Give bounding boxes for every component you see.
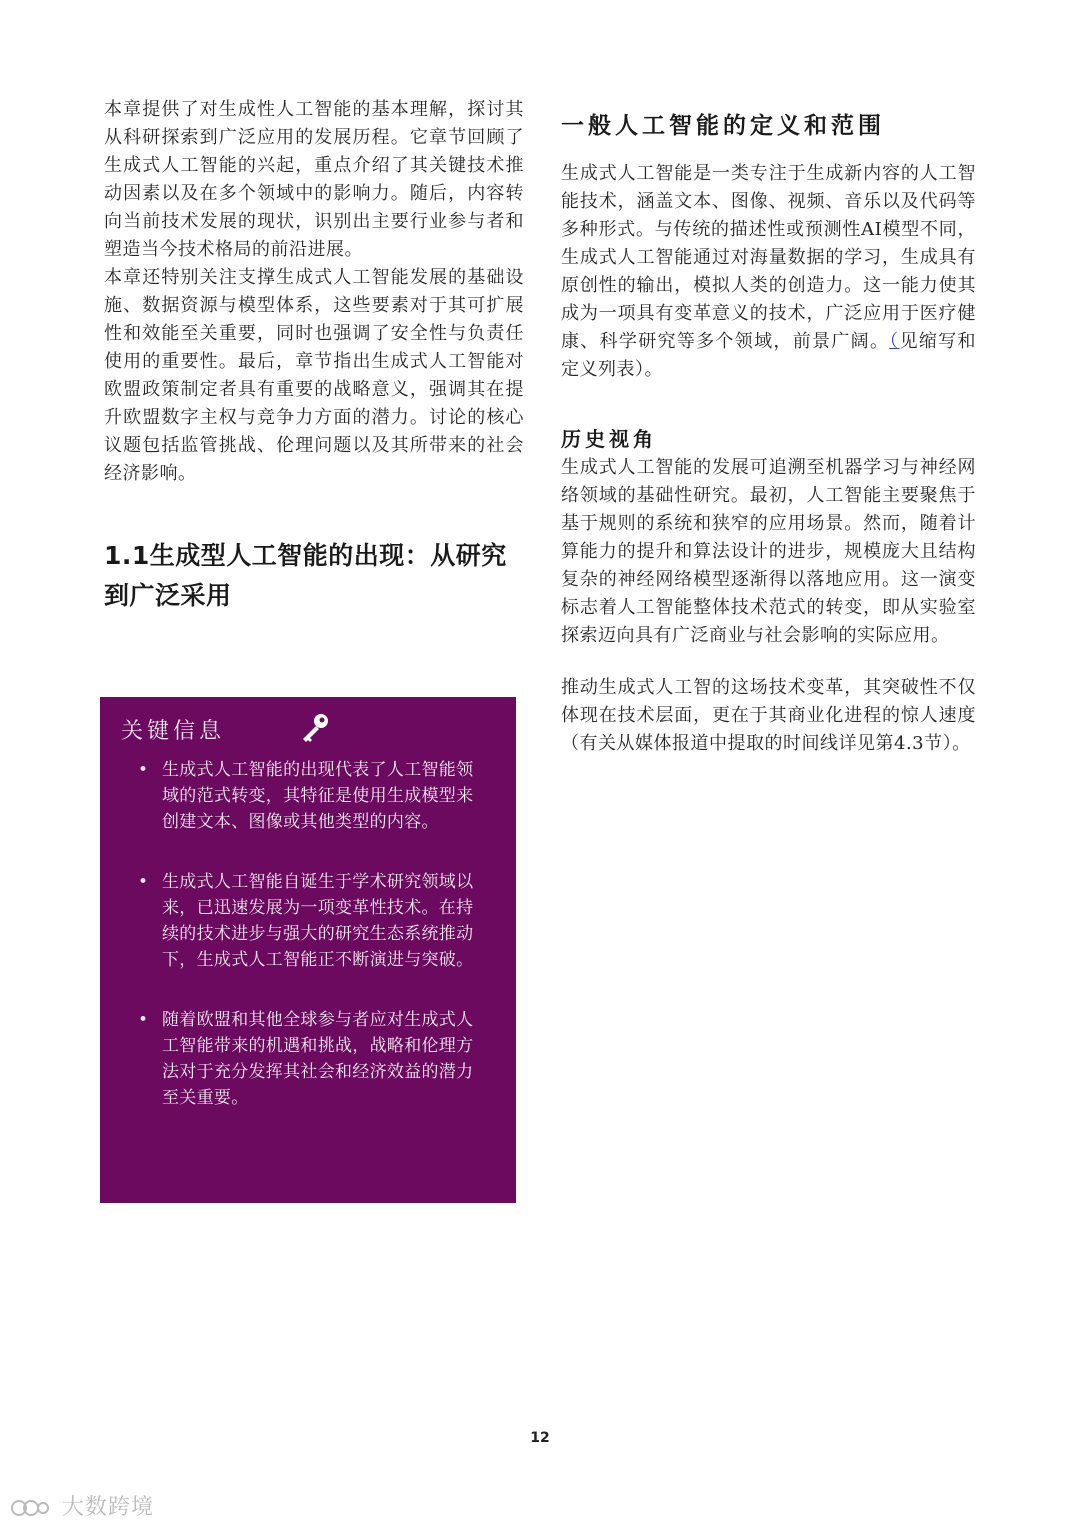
history-paragraph-2: 推动生成式人工智的这场技术变革，其突破性不仅体现在技术层面，更在于其商业化进程的惊人速度（有关从媒体报道中提取的时间线详见第4.3节）。 — [561, 677, 976, 754]
intro-paragraph-2: 本章还特别关注支撑生成式人工智能发展的基础设施、数据资源与模型体系，这些要素对于其可扩展性和效能至关重要，同时也强调了安全性与负责任使用的重要性。最后，章节指出生成式人工智能对欧盟政策制定者具有重要的战略意义，强调其在提升欧盟数字主权与竞争力方面的潜力。讨论的核心议题包括监管挑战、伦理问题以及其所带来的社会经济影响。 — [104, 267, 524, 484]
section-heading: 1.1生成型人工智能的出现：从研究到广泛采用 — [104, 541, 507, 610]
list-item — [130, 1007, 480, 1111]
history-heading: 历史视角 — [561, 427, 657, 451]
bullet-icon: • — [138, 760, 149, 780]
key-icon — [297, 711, 331, 745]
intro-paragraph-1: 本章提供了对生成性人工智能的基本理解，探讨其从科研探索到广泛应用的发展历程。它章节回顾了生成式人工智能的兴起，重点介绍了其关键技术推动因素以及在多个领域中的影响力。随后，内容转向当前技术发展的现状，识别出主要行业参与者和塑造当今技术格局的前沿进展。 — [104, 99, 524, 260]
list-item — [130, 757, 480, 835]
page-number: 12 — [530, 1430, 550, 1446]
key-information-box — [100, 697, 516, 1203]
watermark — [10, 1490, 154, 1521]
watermark-logo-icon — [10, 1497, 50, 1519]
history-paragraph-1: 生成式人工智能的发展可追溯至机器学习与神经网络领域的基础性研究。最初，人工智能主要聚焦于基于规则的系统和狭窄的应用场景。然而，随着计算能力的提升和算法设计的进步，规模庞大且结构复杂的神经网络模型逐渐得以落地应用。这一演变标志着人工智能整体技术范式的转变，即从实验室探索迈向具有广泛商业与社会影响的实际应用。 — [561, 457, 976, 646]
bullet-text: 生成式人工智能自诞生于学术研究领域以来，已迅速发展为一项变革性技术。在持续的技术进步与强大的研究生态系统推动下，生成式人工智能正不断演进与突破。 — [162, 872, 474, 970]
key-information-list — [130, 757, 480, 1145]
key-information-title: 关键信息 — [121, 719, 226, 744]
bullet-icon: • — [138, 872, 149, 892]
list-item — [130, 869, 480, 973]
bullet-icon: • — [138, 1010, 149, 1030]
definition-text: 生成式人工智能是一类专注于生成新内容的人工智能技术，涵盖文本、图像、视频、音乐以及代码等多种形式。与传统的描述性或预测性AI模型不同，生成式人工智能通过对海量数据的学习，生成具有原创性的输出，模拟人类的创造力。这一能力使其成为一项具有变革意义的技术，广泛应用于医疗健康、科学研究等多个领域，前景广阔。 — [561, 163, 976, 352]
watermark-text: 大数跨境 — [62, 1495, 155, 1520]
bullet-text: 生成式人工智能的出现代表了人工智能领域的范式转变，其特征是使用生成模型来创建文本、图像或其他类型的内容。 — [162, 760, 474, 832]
definition-paragraph — [561, 160, 976, 384]
definition-heading: 一般人工智能的定义和范围 — [561, 113, 885, 139]
left-column — [104, 96, 524, 616]
definitions-link[interactable]: （ — [889, 331, 900, 352]
paragraph-gap — [561, 650, 976, 674]
right-column — [561, 108, 976, 758]
definition-link-tail: 见缩写和定义列表）。 — [561, 331, 977, 380]
bullet-text: 随着欧盟和其他全球参与者应对生成式人工智能带来的机遇和挑战，战略和伦理方法对于充分发挥其社会和经济效益的潜力至关重要。 — [162, 1010, 474, 1108]
